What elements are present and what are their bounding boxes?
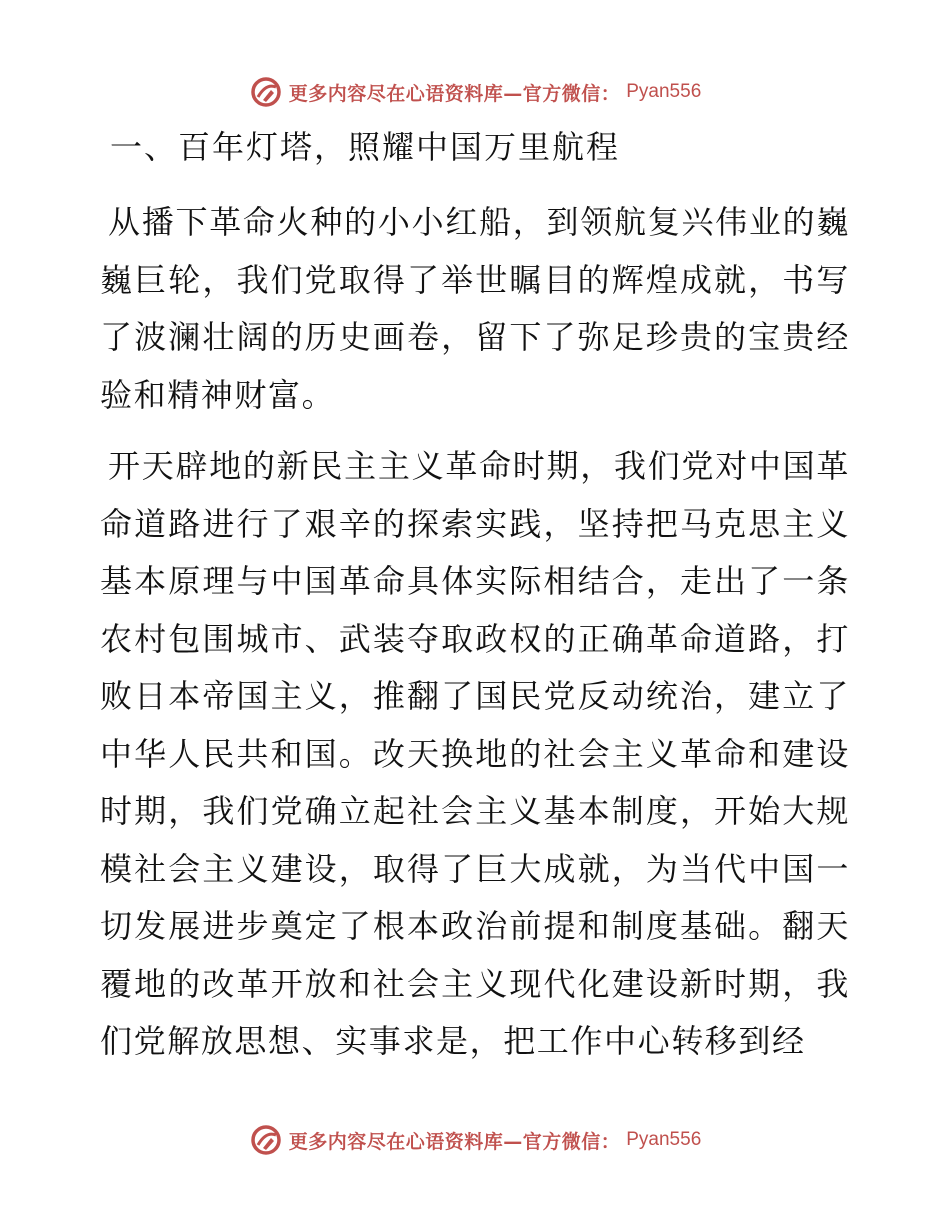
- paragraph: 开天辟地的新民主主义革命时期，我们党对中国革命道路进行了艰辛的探索实践，坚持把马克思主义基本原理与中国革命具体实际相结合，走出了一条农村包围城市、武装夺取政权的正确革命道路，打败日本帝国主义，推翻了国民党反动统治，建立了中华人民共和国。改天换地的社会主义革命和建设时期，我们党确立起社会主义基本制度，开始大规模社会主义建设，取得了巨大成就，为当代中国一切发展进步奠定了根本政治前提和制度基础。翻天覆地的改革开放和社会主义现代化建设新时期，我们党解放思想、实事求是，把工作中心转移到经: [100, 447, 850, 1060]
- watermark-wechat-id: Pyan556: [626, 1129, 702, 1150]
- watermark-text: 更多内容尽在心语资料库—官方微信：: [288, 82, 621, 105]
- watermark-wechat-id: Pyan556: [626, 81, 702, 102]
- brand-logo-icon: [249, 1123, 283, 1157]
- footer-watermark: [0, 1120, 950, 1160]
- brand-logo-icon: [249, 75, 283, 109]
- header-watermark: [0, 72, 950, 112]
- watermark-text: 更多内容尽在心语资料库—官方微信：: [288, 1130, 621, 1153]
- paragraph: 从播下革命火种的小小红船，到领航复兴伟业的巍巍巨轮，我们党取得了举世瞩目的辉煌成就，书写了波澜壮阔的历史画卷，留下了弥足珍贵的宝贵经验和精神财富。: [100, 203, 850, 414]
- section-heading: 一、百年灯塔，照耀中国万里航程: [110, 128, 621, 166]
- document-body: [100, 122, 850, 1085]
